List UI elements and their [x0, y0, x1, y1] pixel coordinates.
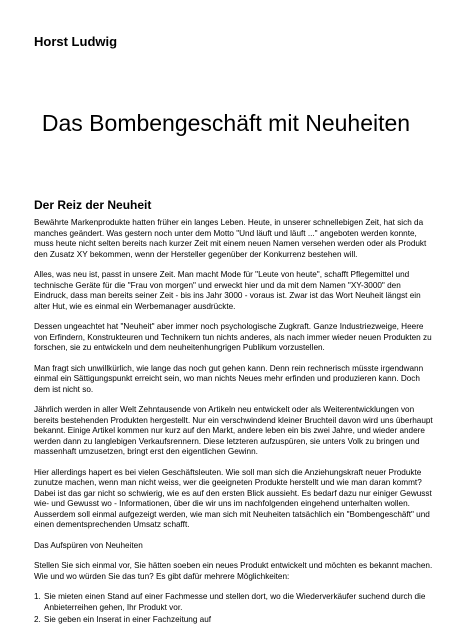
- list-item: [34, 615, 434, 626]
- list-item: [34, 592, 434, 613]
- sub-heading: Das Aufspüren von Neuheiten: [34, 540, 143, 550]
- document-body: [34, 198, 434, 628]
- list-text: Sie mieten einen Stand auf einer Fachmesse und stellen dort, wo die Wiederverkäufer suchend durch die Anbieterreihen gehen, Ihr Produkt vor.: [44, 592, 426, 612]
- list-text: Sie geben ein Inserat in einer Fachzeitung auf: [44, 615, 212, 624]
- document-title: Das Bombengeschäft mit Neuheiten: [41, 110, 411, 136]
- paragraph: Dessen ungeachtet hat "Neuheit" aber immer noch psychologische Zugkraft. Ganze Industriezweige, Heere von Erfindern, Konstrukteuren und Technikern tun nichts anderes, als nach immer wieder neuen Produkten zu forschen, sie zu entwickeln und dem neuheitenhungrigen Publikum vorzustellen.: [34, 322, 432, 352]
- list-number: 1.: [34, 592, 41, 601]
- section-heading: Der Reiz der Neuheit: [34, 198, 152, 212]
- numbered-list: [34, 592, 434, 626]
- author-name: Horst Ludwig: [34, 34, 118, 49]
- paragraph: Alles, was neu ist, passt in unsere Zeit. Man macht Mode für "Leute von heute", schafft Pflegemittel und technische Geräte für die "Frau von morgen" und erweckt hier und da mit dem Namen "XY-3000" den Eindruck, dass man bereits seiner Zeit - bis ins Jahr 3000 - voraus ist. Zwar ist das Wort Neuheit längst ein alter Hut, wie es einmal ein Werbemanager ausdrückte.: [34, 270, 421, 311]
- paragraph: Man fragt sich unwillkürlich, wie lange das noch gut gehen kann. Denn rein rechnerisch müsste irgendwann einmal ein Sättigungspunkt erreicht sein, wo man nichts Neues mehr erfinden und produzieren kann. Doch dem ist nicht so.: [34, 363, 424, 394]
- paragraph: Jährlich werden in aller Welt Zehntausende von Artikeln neu entwickelt oder als Weiterentwicklungen von bereits bestehenden Produkten hergestellt. Nur ein verschwindend kleiner Bruchteil davon wird uns überhaupt bekannt. Einige Artikel kommen nur kurz auf den Markt, andere leben ein bis zwei Jahre, und wieder andere werden dann zu langlebigen Verkaufsrennern. Diese letzteren aufzuspüren, sie unters Volk zu bringen und massenhaft umzusetzen, bringt erst den eigentlichen Gewinn.: [34, 405, 433, 456]
- paragraph: Hier allerdings hapert es bei vielen Geschäftsleuten. Wie soll man sich die Anziehungskraft neuer Produkte zunutze machen, wenn man nicht weiss, wer die geeigneten Produkte herstellt und wie man daran kommt? Dabei ist das gar nicht so schwierig, wie es auf den ersten Blick aussieht. Es bedarf dazu nur einiger Gewusst wie- und Gewusst wo - Informationen, über die wir uns im nachfolgenden eingehend unterhalten wollen. Ausserdem soll einmal aufgezeigt werden, wie man sich mit Neuheiten tatsächlich ein "Bombengeschäft" und einen dementsprechenden Umsatz schafft.: [34, 467, 432, 529]
- list-number: 2.: [34, 615, 41, 624]
- paragraph: Bewährte Markenprodukte hatten früher ein langes Leben. Heute, in unserer schnellebigen Zeit, hat sich da manches geändert. Was gestern noch unter dem Motto "Und läuft und läuft ..." angeboten werden konnte, muss heute nicht selten bereits nach kurzer Zeit mit einem neuen Namen versehen werden oder als Produkt den Zusatz XY bekommen, wenn der Hersteller gegenüber der Konkurrenz bestehen will.: [34, 218, 427, 259]
- intro-paragraph: Stellen Sie sich einmal vor, Sie hätten soeben ein neues Produkt entwickelt und möchten es bekannt machen. Wie und wo würden Sie das tun? Es gibt dafür mehrere Möglichkeiten:: [34, 561, 433, 581]
